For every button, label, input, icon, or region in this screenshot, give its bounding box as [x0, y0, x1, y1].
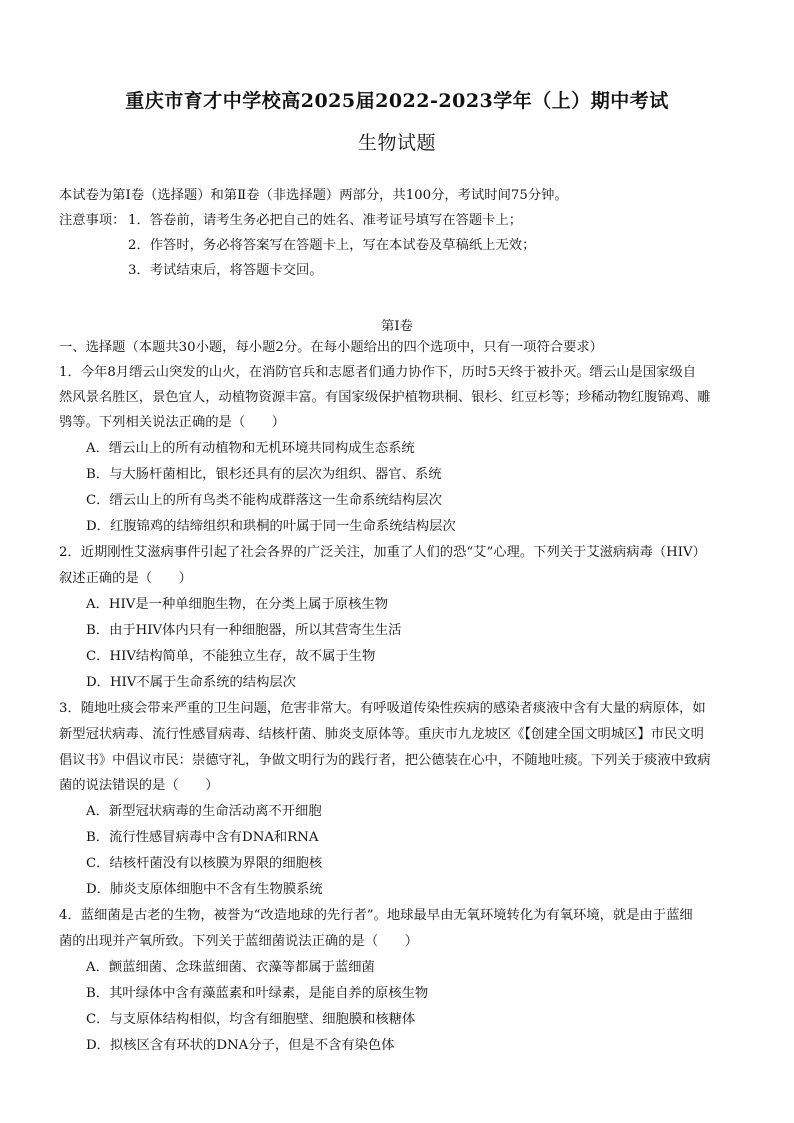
section-instruction: 一、选择题（本题共30小题，每小题2分。在每小题给出的四个选项中，只有一项符合要求） [59, 340, 603, 355]
intro-summary: 本试卷为第Ⅰ卷（选择题）和第Ⅱ卷（非选择题）两部分，共100分，考试时间75分钟。 [59, 188, 568, 203]
question-1-option-b: B．与大肠杆菌相比，银杉还具有的层次为组织、器官、系统 [86, 467, 442, 482]
question-4-stem: 菌的出现并产氧所致。下列关于蓝细菌说法正确的是（ ） [59, 934, 419, 949]
exam-subtitle: 生物试题 [357, 132, 436, 154]
question-2-option-c: C．HIV结构简单，不能独立生存，故不属于生物 [86, 649, 376, 664]
question-1-option-c: C．缙云山上的所有鸟类不能构成群落这一生命系统结构层次 [86, 493, 442, 508]
note-item: 3．考试结束后，将答题卡交回。 [128, 263, 323, 278]
question-4-option-b: B．其叶绿体中含有藻蓝素和叶绿素，是能自养的原核生物 [86, 986, 429, 1001]
question-3-stem: 3．随地吐痰会带来严重的卫生问题，危害非常大。有呼吸道传染性疾病的感染者痰液中含有大量的病原体，如 [59, 701, 706, 716]
question-2-option-b: B．由于HIV体内只有一种细胞器，所以其营寄生生活 [86, 623, 402, 638]
question-3-option-d: D．肺炎支原体细胞中不含有生物膜系统 [86, 882, 323, 897]
question-2-option-d: D．HIV不属于生命系统的结构层次 [86, 675, 296, 690]
question-4-option-d: D．拟核区含有环状的DNA分子，但是不含有染色体 [86, 1038, 395, 1053]
exam-title: 重庆市育才中学校高2025届2022-2023学年（上）期中考试 [125, 90, 669, 112]
notes-label: 注意事项： [59, 213, 126, 228]
question-1-stem: 1．今年8月缙云山突发的山火，在消防官兵和志愿者们通力协作下，历时5天终于被扑灭。缙云山是国家级自 [59, 365, 697, 380]
note-item: 1．答卷前，请考生务必把自己的姓名、准考证号填写在答题卡上； [128, 213, 523, 228]
question-3-stem: 倡议书》中倡议市民：崇德守礼，争做文明行为的践行者，把公德装在心中，不随地吐痰。下列关于痰液中致病 [59, 753, 711, 768]
question-4-option-a: A．颤蓝细菌、念珠蓝细菌、衣藻等都属于蓝细菌 [86, 960, 375, 975]
question-1-stem: 鸮等。下列相关说法正确的是（ ） [59, 415, 286, 430]
question-1-stem: 然风景名胜区，景色宜人，动植物资源丰富。有国家级保护植物珙桐、银杉、红豆杉等；珍稀动物红腹锦鸡、雕 [59, 390, 711, 405]
section-heading: 第Ⅰ卷 [381, 319, 413, 334]
question-1-option-d: D．红腹锦鸡的结缔组织和珙桐的叶属于同一生命系统结构层次 [86, 519, 456, 534]
question-3-option-a: A．新型冠状病毒的生命活动离不开细胞 [86, 804, 322, 819]
question-4-option-c: C．与支原体结构相似，均含有细胞壁、细胞膜和核糖体 [86, 1012, 416, 1027]
note-item: 2．作答时，务必将答案写在答题卡上，写在本试卷及草稿纸上无效； [128, 238, 536, 253]
question-3-option-c: C．结核杆菌没有以核膜为界限的细胞核 [86, 856, 323, 871]
question-3-stem: 新型冠状病毒、流行性感冒病毒、结核杆菌、肺炎支原体等。重庆市九龙坡区《【创建全国文明城区】市民文明 [59, 727, 704, 742]
question-3-option-b: B．流行性感冒病毒中含有DNA和RNA [86, 830, 319, 845]
question-2-stem: 2．近期刚性艾滋病事件引起了社会各界的广泛关注，加重了人们的恐“艾”心理。下列关于艾滋病病毒（HIV） [59, 545, 706, 560]
question-2-stem: 叙述正确的是（ ） [59, 571, 192, 586]
question-1-option-a: A．缙云山上的所有动植物和无机环境共同构成生态系统 [86, 441, 415, 456]
question-4-stem: 4．蓝细菌是古老的生物，被誉为“改造地球的先行者”。地球最早由无氧环境转化为有氧环境，就是由于蓝细 [59, 908, 693, 923]
question-3-stem: 菌的说法错误的是（ ） [59, 778, 219, 793]
question-2-option-a: A．HIV是一种单细胞生物，在分类上属于原核生物 [86, 597, 388, 612]
